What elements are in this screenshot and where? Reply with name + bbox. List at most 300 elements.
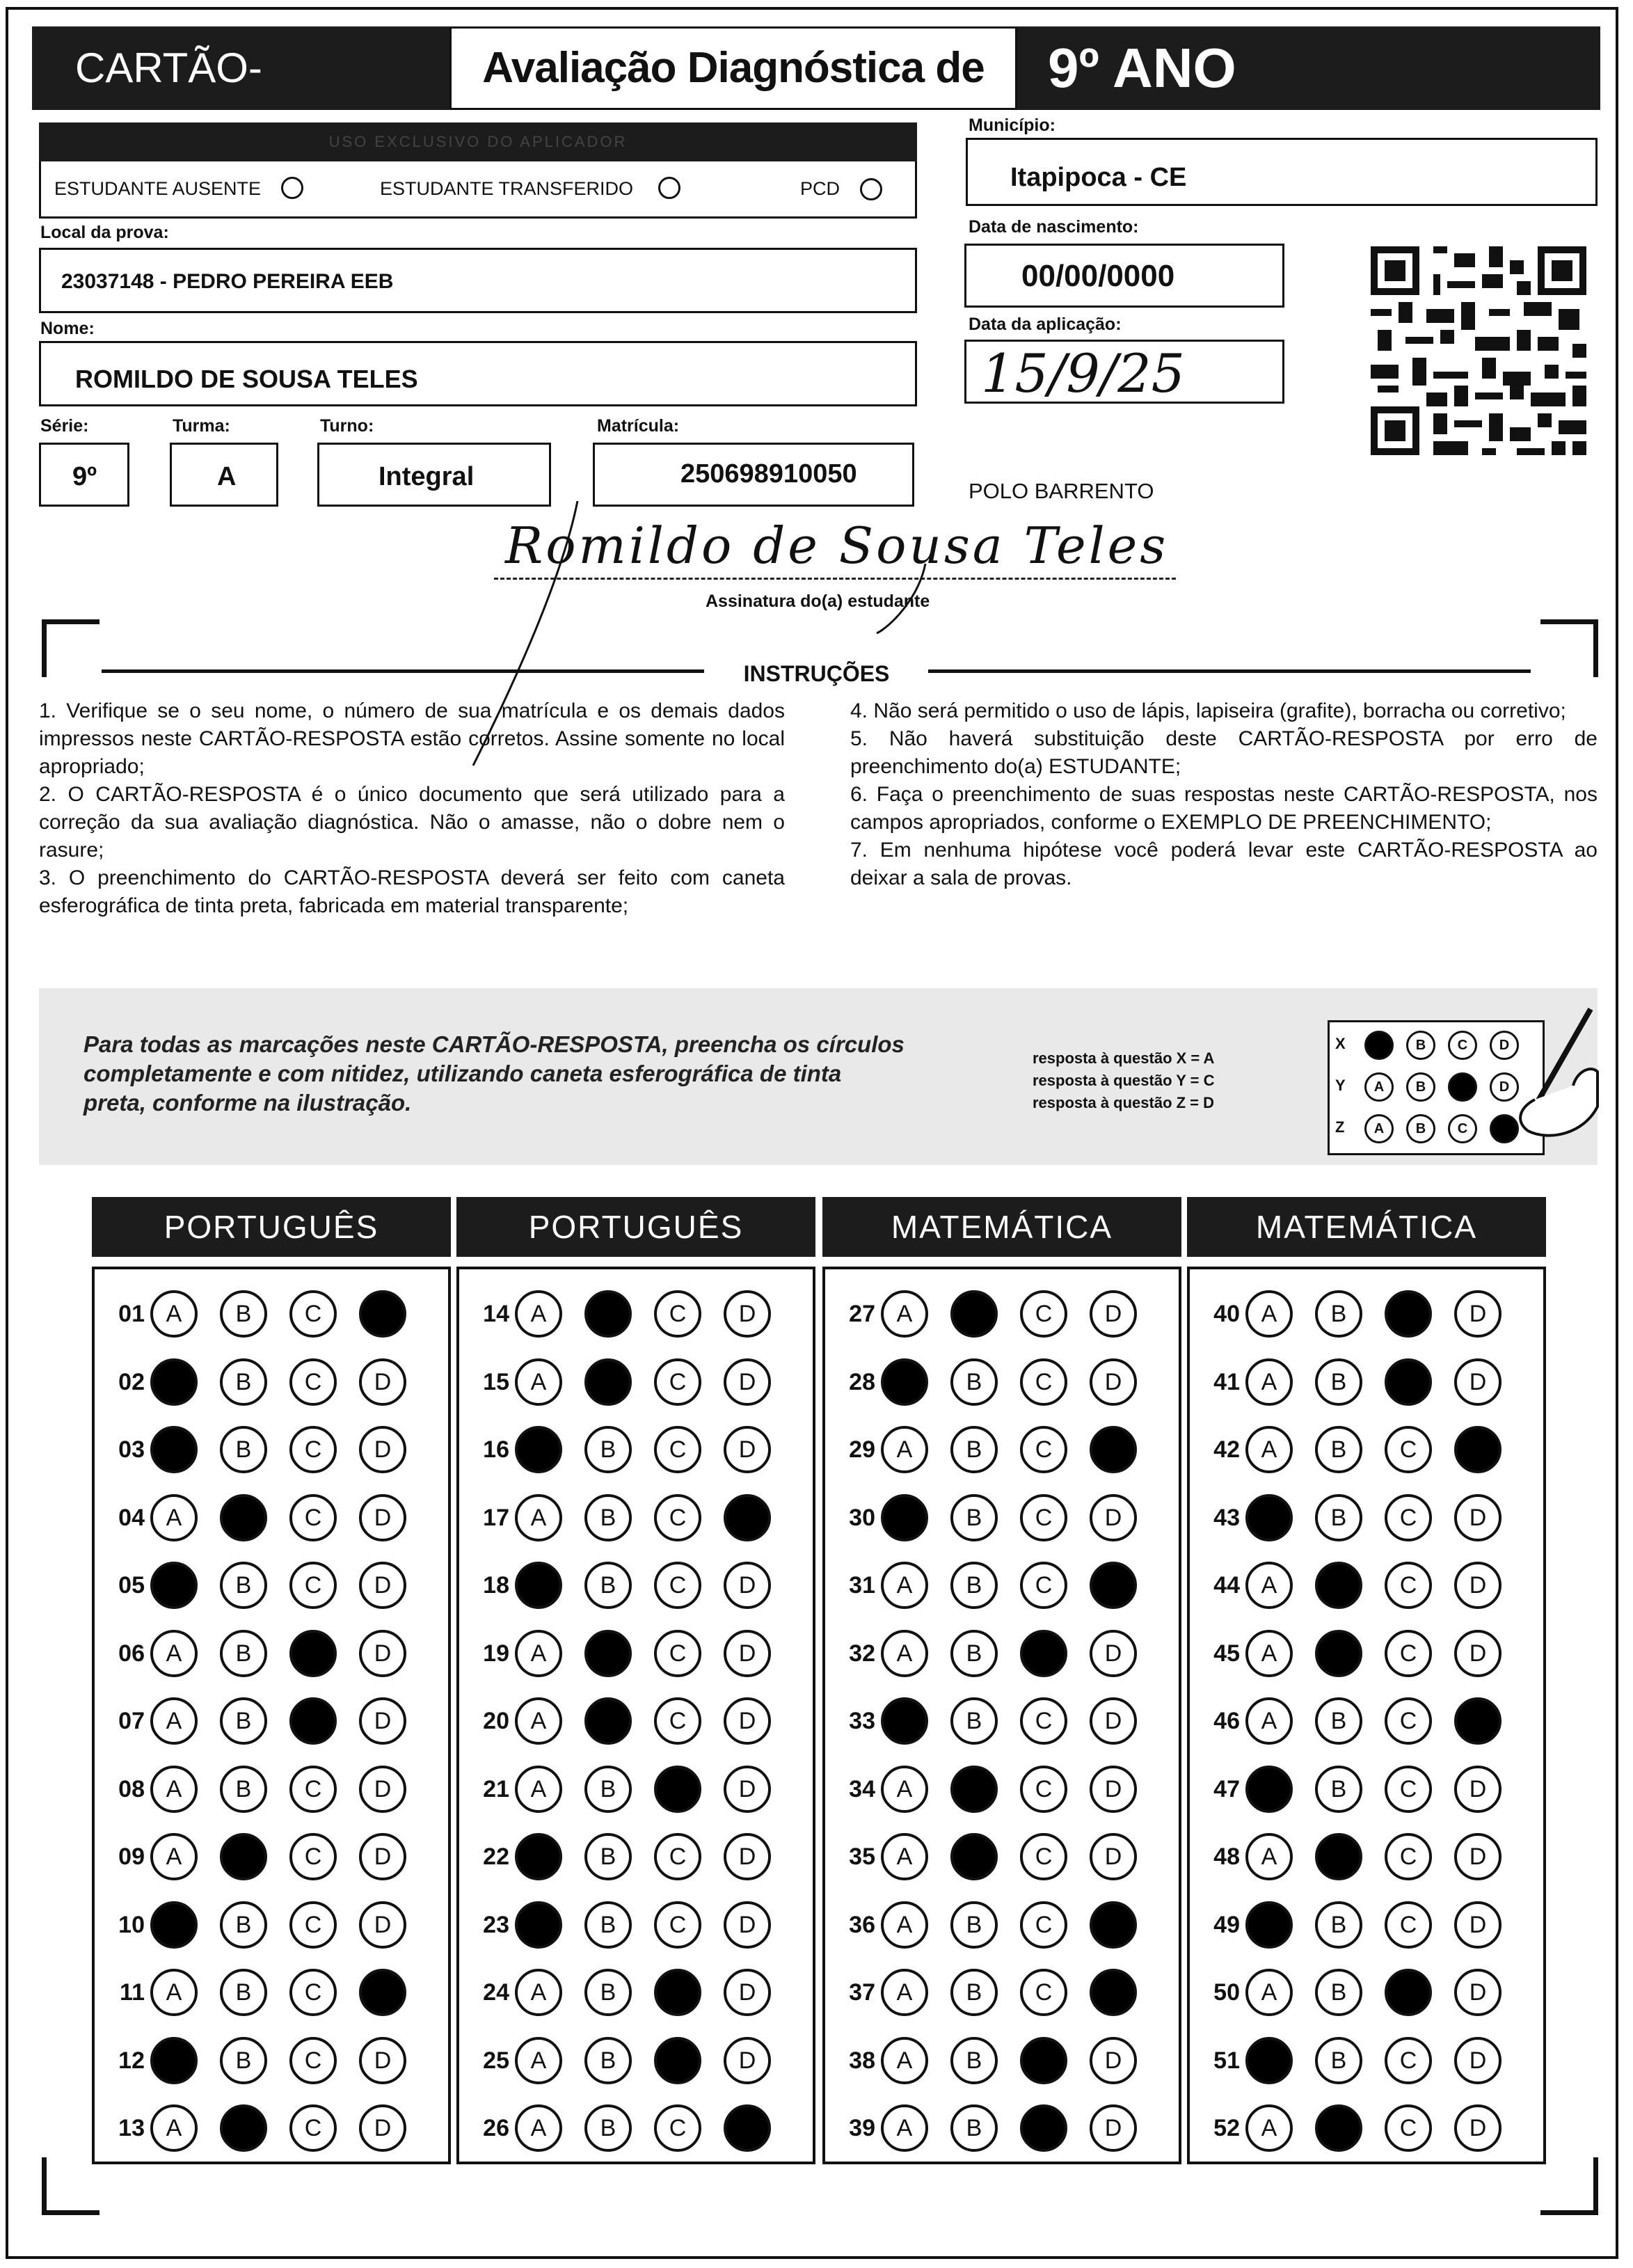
fill-example-panel xyxy=(39,988,1598,1165)
answer-bubble-b[interactable]: B xyxy=(1315,1290,1362,1338)
answer-bubble-a[interactable]: A xyxy=(1245,2037,1293,2084)
question-number: 05 xyxy=(118,1572,145,1599)
answer-bubble-a[interactable]: A xyxy=(1245,1833,1293,1880)
transferred-bubble[interactable] xyxy=(658,177,680,199)
question-number: 20 xyxy=(483,1708,509,1734)
answer-bubble-d[interactable]: D xyxy=(724,1358,771,1406)
answer-bubble-d[interactable]: D xyxy=(359,2037,406,2084)
question-number: 02 xyxy=(118,1368,145,1395)
question-row xyxy=(470,1354,804,1410)
answer-bubble-c[interactable]: C xyxy=(1020,1969,1067,2016)
pcd-label: PCD xyxy=(800,178,841,199)
answer-bubble-c[interactable]: C xyxy=(1385,1358,1432,1406)
answer-bubble-b[interactable]: B xyxy=(950,1426,998,1473)
question-number: 10 xyxy=(118,1911,145,1938)
answer-bubble-c[interactable]: C xyxy=(1385,1630,1432,1677)
answer-bubble-a[interactable]: A xyxy=(881,1901,928,1949)
answer-bubble-a[interactable]: A xyxy=(150,1901,198,1949)
question-row xyxy=(470,1557,804,1613)
answer-bubble-a[interactable]: A xyxy=(1245,1562,1293,1609)
answer-bubble-c[interactable]: C xyxy=(1385,1969,1432,2016)
section-header: MATEMÁTICA xyxy=(1187,1197,1546,1257)
answer-bubble-a[interactable]: A xyxy=(150,2104,198,2152)
question-number: 08 xyxy=(118,1775,145,1802)
answer-bubble-d[interactable]: D xyxy=(1454,1494,1501,1541)
answer-bubble-a[interactable]: A xyxy=(515,1833,562,1880)
question-row xyxy=(106,2033,440,2088)
answer-bubble-c[interactable]: C xyxy=(654,1358,701,1406)
question-row xyxy=(106,1965,440,2020)
answer-bubble-b[interactable]: B xyxy=(584,1426,632,1473)
example-bubble: B xyxy=(1406,1114,1435,1143)
answer-bubble-a[interactable]: A xyxy=(515,1358,562,1406)
answer-bubble-b[interactable]: B xyxy=(584,1630,632,1677)
answer-bubble-d[interactable]: D xyxy=(1454,1290,1501,1338)
answer-bubble-b[interactable]: B xyxy=(950,1833,998,1880)
student-signature: Romildo de Sousa Teles xyxy=(505,516,1169,575)
answer-bubble-d[interactable]: D xyxy=(359,1494,406,1541)
answer-bubble-d[interactable]: D xyxy=(1454,1766,1501,1813)
answer-bubble-c[interactable]: C xyxy=(654,1630,701,1677)
answer-bubble-a[interactable]: A xyxy=(150,1969,198,2016)
question-row xyxy=(470,1761,804,1817)
question-row xyxy=(836,1829,1170,1885)
question-number: 19 xyxy=(483,1640,509,1667)
question-row xyxy=(836,1422,1170,1477)
answer-bubble-c[interactable]: C xyxy=(1020,1562,1067,1609)
answer-bubble-b[interactable]: B xyxy=(220,1901,267,1949)
answer-bubble-d[interactable]: D xyxy=(1090,2104,1137,2152)
answer-bubble-b[interactable]: B xyxy=(584,1833,632,1880)
question-number: 36 xyxy=(849,1911,875,1938)
answer-bubble-d[interactable]: D xyxy=(1090,1969,1137,2016)
answer-bubble-c[interactable]: C xyxy=(654,1290,701,1338)
answer-bubble-a[interactable]: A xyxy=(881,2037,928,2084)
answer-bubble-c[interactable]: C xyxy=(289,1833,337,1880)
answer-bubble-c[interactable]: C xyxy=(289,2037,337,2084)
answer-bubble-b[interactable]: B xyxy=(1315,1766,1362,1813)
answer-bubble-b[interactable]: B xyxy=(220,1290,267,1338)
answer-bubble-d[interactable]: D xyxy=(1090,2037,1137,2084)
answer-bubble-d[interactable]: D xyxy=(359,1290,406,1338)
answer-bubble-a[interactable]: A xyxy=(150,1290,198,1338)
question-number: 14 xyxy=(483,1301,509,1327)
instructions-left: 1. Verifique se o seu nome, o número de sua matrícula e os demais dados impressos neste CARTÃO-RESPOSTA estão corretos. Assine somente no local apropriado; 2. O CARTÃO-RESPOSTA é o único documento que será utilizado para a correção da sua avaliação diagnóstica. Não o amasse, não o dobre nem o rasure; 3. O preenchimento do CARTÃO-RESPOSTA deverá ser feito com caneta esferográfica de tinta preta, fabricada em material transparente; xyxy=(39,699,785,917)
answer-bubble-d[interactable]: D xyxy=(1090,1426,1137,1473)
answer-bubble-c[interactable]: C xyxy=(1020,2037,1067,2084)
answer-bubble-d[interactable]: D xyxy=(359,1766,406,1813)
answer-bubble-b[interactable]: B xyxy=(950,2104,998,2152)
answer-bubble-b[interactable]: B xyxy=(950,1630,998,1677)
answer-bubble-b[interactable]: B xyxy=(220,1833,267,1880)
answer-bubble-a[interactable]: A xyxy=(515,2037,562,2084)
question-number: 35 xyxy=(849,1843,875,1870)
answer-bubble-d[interactable]: D xyxy=(359,1697,406,1745)
answer-bubble-d[interactable]: D xyxy=(359,2104,406,2152)
answer-bubble-a[interactable]: A xyxy=(881,1426,928,1473)
answer-bubble-c[interactable]: C xyxy=(289,1426,337,1473)
question-row xyxy=(836,1693,1170,1749)
question-row xyxy=(1201,1693,1535,1749)
question-number: 27 xyxy=(849,1301,875,1327)
answer-bubble-a[interactable]: A xyxy=(150,1494,198,1541)
answer-bubble-d[interactable]: D xyxy=(724,1562,771,1609)
answer-bubble-d[interactable]: D xyxy=(1454,1901,1501,1949)
example-bubble: D xyxy=(1490,1031,1519,1060)
answer-bubble-c[interactable]: C xyxy=(289,1562,337,1609)
answer-bubble-b[interactable]: B xyxy=(950,1494,998,1541)
question-row xyxy=(470,1829,804,1885)
question-number: 18 xyxy=(483,1572,509,1599)
answer-bubble-a[interactable]: A xyxy=(881,1833,928,1880)
answer-bubble-b[interactable]: B xyxy=(1315,1562,1362,1609)
answer-bubble-c[interactable]: C xyxy=(1385,1426,1432,1473)
answer-bubble-b[interactable]: B xyxy=(1315,1630,1362,1677)
answer-bubble-d[interactable]: D xyxy=(359,1901,406,1949)
answer-bubble-d[interactable]: D xyxy=(724,1426,771,1473)
pcd-bubble[interactable] xyxy=(860,178,882,200)
answer-bubble-c[interactable]: C xyxy=(654,2104,701,2152)
answer-bubble-d[interactable]: D xyxy=(724,2037,771,2084)
answer-bubble-a[interactable]: A xyxy=(515,1969,562,2016)
answer-bubble-a[interactable]: A xyxy=(881,1290,928,1338)
answer-bubble-a[interactable]: A xyxy=(515,1562,562,1609)
answer-bubble-d[interactable]: D xyxy=(724,1494,771,1541)
pen-hand-icon xyxy=(1507,1002,1604,1141)
answer-bubble-d[interactable]: D xyxy=(1454,2104,1501,2152)
question-row xyxy=(1201,1829,1535,1885)
answer-bubble-b[interactable]: B xyxy=(1315,1494,1362,1541)
answer-bubble-d[interactable]: D xyxy=(359,1833,406,1880)
answer-bubble-d[interactable]: D xyxy=(1454,1969,1501,2016)
answer-bubble-a[interactable]: A xyxy=(881,1494,928,1541)
answer-bubble-b[interactable]: B xyxy=(220,2037,267,2084)
answer-bubble-c[interactable]: C xyxy=(1020,1833,1067,1880)
answer-bubble-b[interactable]: B xyxy=(584,2104,632,2152)
example-bubble: D xyxy=(1490,1072,1519,1102)
answer-bubble-d[interactable]: D xyxy=(724,1833,771,1880)
answer-bubble-b[interactable]: B xyxy=(1315,1969,1362,2016)
question-row xyxy=(836,2033,1170,2088)
question-row xyxy=(836,1490,1170,1546)
question-row xyxy=(1201,1626,1535,1681)
question-row xyxy=(1201,1761,1535,1817)
answer-bubble-b[interactable]: B xyxy=(1315,2037,1362,2084)
answer-bubble-b[interactable]: B xyxy=(220,1766,267,1813)
answer-bubble-d[interactable]: D xyxy=(1454,1562,1501,1609)
answer-bubble-a[interactable]: A xyxy=(1245,2104,1293,2152)
answer-bubble-a[interactable]: A xyxy=(1245,1766,1293,1813)
card-title: CARTÃO- xyxy=(32,26,449,110)
example-bubble: A xyxy=(1364,1114,1394,1143)
answer-bubble-a[interactable]: A xyxy=(1245,1630,1293,1677)
answer-bubble-d[interactable]: D xyxy=(1454,1697,1501,1745)
answer-bubble-b[interactable]: B xyxy=(584,1766,632,1813)
answer-bubble-a[interactable]: A xyxy=(1245,1901,1293,1949)
question-number: 24 xyxy=(483,1979,509,2006)
answer-bubble-c[interactable]: C xyxy=(1385,1833,1432,1880)
answer-bubble-c[interactable]: C xyxy=(1385,2104,1432,2152)
answer-bubble-a[interactable]: A xyxy=(1245,1426,1293,1473)
answer-bubble-d[interactable]: D xyxy=(724,1766,771,1813)
question-row xyxy=(106,1761,440,1817)
question-row xyxy=(836,1965,1170,2020)
answer-bubble-b[interactable]: B xyxy=(584,1358,632,1406)
answer-bubble-a[interactable]: A xyxy=(1245,1494,1293,1541)
answer-bubble-b[interactable]: B xyxy=(950,1697,998,1745)
answer-bubble-a[interactable]: A xyxy=(150,1358,198,1406)
answer-bubble-d[interactable]: D xyxy=(359,1562,406,1609)
instructions-right: 4. Não será permitido o uso de lápis, lapiseira (grafite), borracha ou corretivo; 5. Não haverá substituição deste CARTÃO-RESPOSTA por erro de preenchimento do(a) ESTUDANTE; 6. Faça o preenchimento de suas respostas neste CARTÃO-RESPOSTA, nos campos apropriados, conforme o EXEMPLO DE PREENCHIMENTO; 7. Em nenhuma hipótese você poderá levar este CARTÃO-RESPOSTA ao deixar a sala de provas. xyxy=(850,699,1598,889)
answer-bubble-a[interactable]: A xyxy=(150,1833,198,1880)
answer-bubble-b[interactable]: B xyxy=(584,1901,632,1949)
answer-bubble-c[interactable]: C xyxy=(1385,1697,1432,1745)
question-row xyxy=(836,1761,1170,1817)
answer-bubble-b[interactable]: B xyxy=(950,2037,998,2084)
answer-bubble-d[interactable]: D xyxy=(724,1630,771,1677)
answer-bubble-a[interactable]: A xyxy=(881,1766,928,1813)
answer-bubble-a[interactable]: A xyxy=(1245,1358,1293,1406)
answer-bubble-b[interactable]: B xyxy=(584,1697,632,1745)
answer-bubble-c[interactable]: C xyxy=(654,1562,701,1609)
answer-bubble-c[interactable]: C xyxy=(289,1290,337,1338)
answer-bubble-a[interactable]: A xyxy=(515,1630,562,1677)
answer-bubble-a[interactable]: A xyxy=(515,1697,562,1745)
answer-bubble-a[interactable]: A xyxy=(515,1290,562,1338)
answer-bubble-c[interactable]: C xyxy=(1385,1562,1432,1609)
answer-bubble-c[interactable]: C xyxy=(654,1494,701,1541)
answer-bubble-c[interactable]: C xyxy=(1020,1901,1067,1949)
question-row xyxy=(470,1422,804,1477)
answer-bubble-b[interactable]: B xyxy=(950,1562,998,1609)
answer-bubble-d[interactable]: D xyxy=(724,1290,771,1338)
question-row xyxy=(836,1557,1170,1613)
answer-bubble-a[interactable]: A xyxy=(150,1697,198,1745)
answer-bubble-d[interactable]: D xyxy=(359,1358,406,1406)
answer-bubble-a[interactable]: A xyxy=(150,1766,198,1813)
answer-bubble-a[interactable]: A xyxy=(150,1562,198,1609)
answer-bubble-d[interactable]: D xyxy=(724,1969,771,2016)
municipio-value: Itapipoca - CE xyxy=(1010,163,1187,192)
answer-bubble-b[interactable]: B xyxy=(584,1969,632,2016)
answer-bubble-c[interactable]: C xyxy=(289,1494,337,1541)
question-number: 15 xyxy=(483,1368,509,1395)
question-row xyxy=(106,2100,440,2156)
question-number: 03 xyxy=(118,1436,145,1463)
answer-bubble-c[interactable]: C xyxy=(289,1901,337,1949)
answer-bubble-b[interactable]: B xyxy=(1315,1358,1362,1406)
question-number: 22 xyxy=(483,1843,509,1870)
question-number: 50 xyxy=(1213,1979,1240,2006)
question-number: 17 xyxy=(483,1504,509,1531)
answer-bubble-c[interactable]: C xyxy=(654,1901,701,1949)
answer-bubble-c[interactable]: C xyxy=(289,1630,337,1677)
answer-bubble-d[interactable]: D xyxy=(1090,1901,1137,1949)
answer-bubble-d[interactable]: D xyxy=(724,1697,771,1745)
question-row xyxy=(836,2100,1170,2156)
answer-bubble-b[interactable]: B xyxy=(950,1969,998,2016)
answer-bubble-c[interactable]: C xyxy=(1385,1290,1432,1338)
question-number: 11 xyxy=(120,1979,145,2006)
answer-bubble-b[interactable]: B xyxy=(220,1494,267,1541)
answer-bubble-c[interactable]: C xyxy=(1385,1766,1432,1813)
answer-bubble-b[interactable]: B xyxy=(584,1562,632,1609)
matricula-label: Matrícula: xyxy=(597,416,680,436)
answer-bubble-a[interactable]: A xyxy=(515,2104,562,2152)
answer-bubble-b[interactable]: B xyxy=(220,1697,267,1745)
answer-bubble-c[interactable]: C xyxy=(1020,1494,1067,1541)
answer-bubble-c[interactable]: C xyxy=(289,1969,337,2016)
turno-value: Integral xyxy=(379,462,475,491)
answer-bubble-a[interactable]: A xyxy=(881,1358,928,1406)
answer-bubble-b[interactable]: B xyxy=(220,1969,267,2016)
answer-bubble-a[interactable]: A xyxy=(150,1426,198,1473)
answer-bubble-a[interactable]: A xyxy=(881,1697,928,1745)
answer-bubble-d[interactable]: D xyxy=(359,1969,406,2016)
question-number: 16 xyxy=(483,1436,509,1463)
answer-bubble-a[interactable]: A xyxy=(515,1426,562,1473)
answer-bubble-d[interactable]: D xyxy=(724,1901,771,1949)
answer-bubble-b[interactable]: B xyxy=(220,1426,267,1473)
answer-bubble-b[interactable]: B xyxy=(220,1358,267,1406)
answer-bubble-d[interactable]: D xyxy=(1090,1766,1137,1813)
answer-bubble-d[interactable]: D xyxy=(1090,1494,1137,1541)
answer-bubble-d[interactable]: D xyxy=(1454,1630,1501,1677)
answer-bubble-a[interactable]: A xyxy=(1245,1969,1293,2016)
answer-bubble-c[interactable]: C xyxy=(1385,2037,1432,2084)
question-row xyxy=(470,1965,804,2020)
answer-bubble-a[interactable]: A xyxy=(881,1630,928,1677)
answer-bubble-d[interactable]: D xyxy=(1090,1697,1137,1745)
applicator-bar: USO EXCLUSIVO DO APLICADOR xyxy=(39,122,917,161)
turma-label: Turma: xyxy=(173,416,230,436)
question-row xyxy=(470,2033,804,2088)
question-number: 13 xyxy=(118,2115,145,2141)
question-number: 25 xyxy=(483,2047,509,2074)
absent-bubble[interactable] xyxy=(281,177,303,199)
turno-label: Turno: xyxy=(320,416,374,436)
answer-bubble-c[interactable]: C xyxy=(1020,1358,1067,1406)
answer-bubble-a[interactable]: A xyxy=(881,1969,928,2016)
answer-bubble-c[interactable]: C xyxy=(289,1766,337,1813)
local-value: 23037148 - PEDRO PEREIRA EEB xyxy=(61,270,394,293)
answer-bubble-c[interactable]: C xyxy=(289,1697,337,1745)
question-row xyxy=(1201,1354,1535,1410)
answer-bubble-c[interactable]: C xyxy=(1020,1697,1067,1745)
answer-bubble-c[interactable]: C xyxy=(654,1766,701,1813)
answer-bubble-a[interactable]: A xyxy=(150,2037,198,2084)
answer-bubble-a[interactable]: A xyxy=(881,2104,928,2152)
question-number: 39 xyxy=(849,2115,875,2141)
answer-bubble-c[interactable]: C xyxy=(654,2037,701,2084)
question-row xyxy=(470,1286,804,1342)
answer-bubble-b[interactable]: B xyxy=(950,1290,998,1338)
answer-bubble-b[interactable]: B xyxy=(220,1630,267,1677)
answer-bubble-c[interactable]: C xyxy=(654,1697,701,1745)
question-number: 43 xyxy=(1213,1504,1240,1531)
question-row xyxy=(106,1422,440,1477)
question-row xyxy=(106,1557,440,1613)
example-bubble: A xyxy=(1364,1072,1394,1102)
answer-bubble-c[interactable]: C xyxy=(1020,2104,1067,2152)
answer-bubble-c[interactable]: C xyxy=(1020,1426,1067,1473)
question-number: 01 xyxy=(118,1301,145,1327)
answer-bubble-b[interactable]: B xyxy=(1315,1426,1362,1473)
answer-bubble-b[interactable]: B xyxy=(950,1901,998,1949)
question-number: 51 xyxy=(1213,2047,1240,2074)
question-row xyxy=(836,1354,1170,1410)
answer-bubble-a[interactable]: A xyxy=(515,1901,562,1949)
answer-bubble-a[interactable]: A xyxy=(881,1562,928,1609)
answer-bubble-c[interactable]: C xyxy=(654,1833,701,1880)
answer-bubble-a[interactable]: A xyxy=(515,1494,562,1541)
question-number: 47 xyxy=(1213,1775,1240,1802)
answer-bubble-b[interactable]: B xyxy=(1315,1697,1362,1745)
answer-bubble-b[interactable]: B xyxy=(950,1766,998,1813)
answer-bubble-b[interactable]: B xyxy=(584,1494,632,1541)
question-row xyxy=(106,1286,440,1342)
answer-bubble-c[interactable]: C xyxy=(289,1358,337,1406)
answer-bubble-d[interactable]: D xyxy=(1090,1630,1137,1677)
answer-bubble-d[interactable]: D xyxy=(1454,2037,1501,2084)
answer-bubble-c[interactable]: C xyxy=(1020,1630,1067,1677)
answer-bubble-b[interactable]: B xyxy=(1315,2104,1362,2152)
answer-bubble-c[interactable]: C xyxy=(289,2104,337,2152)
answer-bubble-b[interactable]: B xyxy=(220,2104,267,2152)
answer-bubble-c[interactable]: C xyxy=(654,1969,701,2016)
answer-bubble-d[interactable]: D xyxy=(1454,1358,1501,1406)
answer-bubble-b[interactable]: B xyxy=(220,1562,267,1609)
answer-bubble-b[interactable]: B xyxy=(950,1358,998,1406)
answer-bubble-b[interactable]: B xyxy=(584,2037,632,2084)
answer-bubble-a[interactable]: A xyxy=(1245,1290,1293,1338)
answer-bubble-d[interactable]: D xyxy=(1090,1358,1137,1406)
answer-bubble-a[interactable]: A xyxy=(515,1766,562,1813)
answer-bubble-a[interactable]: A xyxy=(150,1630,198,1677)
answer-bubble-c[interactable]: C xyxy=(654,1426,701,1473)
fill-example-text: Para todas as marcações neste CARTÃO-RESPOSTA, preencha os círculos completamente e com nitidez, utilizando caneta esferográfica de tinta preta, conforme na ilustração. xyxy=(83,1031,905,1116)
answer-bubble-c[interactable]: C xyxy=(1385,1494,1432,1541)
question-row xyxy=(106,1693,440,1749)
answer-bubble-b[interactable]: B xyxy=(1315,1833,1362,1880)
answer-bubble-d[interactable]: D xyxy=(724,2104,771,2152)
polo-text: POLO BARRENTO xyxy=(969,479,1154,503)
answer-bubble-a[interactable]: A xyxy=(1245,1697,1293,1745)
answer-bubble-d[interactable]: D xyxy=(1454,1426,1501,1473)
question-number: 38 xyxy=(849,2047,875,2074)
absent-label: ESTUDANTE AUSENTE xyxy=(54,178,262,199)
answer-bubble-b[interactable]: B xyxy=(1315,1901,1362,1949)
nome-value: ROMILDO DE SOUSA TELES xyxy=(75,365,418,393)
answer-bubble-d[interactable]: D xyxy=(359,1426,406,1473)
birth-label: Data de nascimento: xyxy=(969,217,1139,237)
answer-bubble-c[interactable]: C xyxy=(1020,1290,1067,1338)
instructions-title: INSTRUÇÕES xyxy=(743,661,890,686)
answer-bubble-d[interactable]: D xyxy=(1090,1833,1137,1880)
nome-label: Nome: xyxy=(40,319,95,338)
question-row xyxy=(836,1286,1170,1342)
answer-bubble-d[interactable]: D xyxy=(1090,1562,1137,1609)
question-row xyxy=(106,1354,440,1410)
answer-bubble-d[interactable]: D xyxy=(1454,1833,1501,1880)
answer-bubble-c[interactable]: C xyxy=(1385,1901,1432,1949)
answer-bubble-d[interactable]: D xyxy=(1090,1290,1137,1338)
example-question-label: Y xyxy=(1335,1077,1346,1094)
question-row xyxy=(470,1626,804,1681)
answer-bubble-d[interactable]: D xyxy=(359,1630,406,1677)
answer-bubble-b[interactable]: B xyxy=(584,1290,632,1338)
answer-bubble-c[interactable]: C xyxy=(1020,1766,1067,1813)
